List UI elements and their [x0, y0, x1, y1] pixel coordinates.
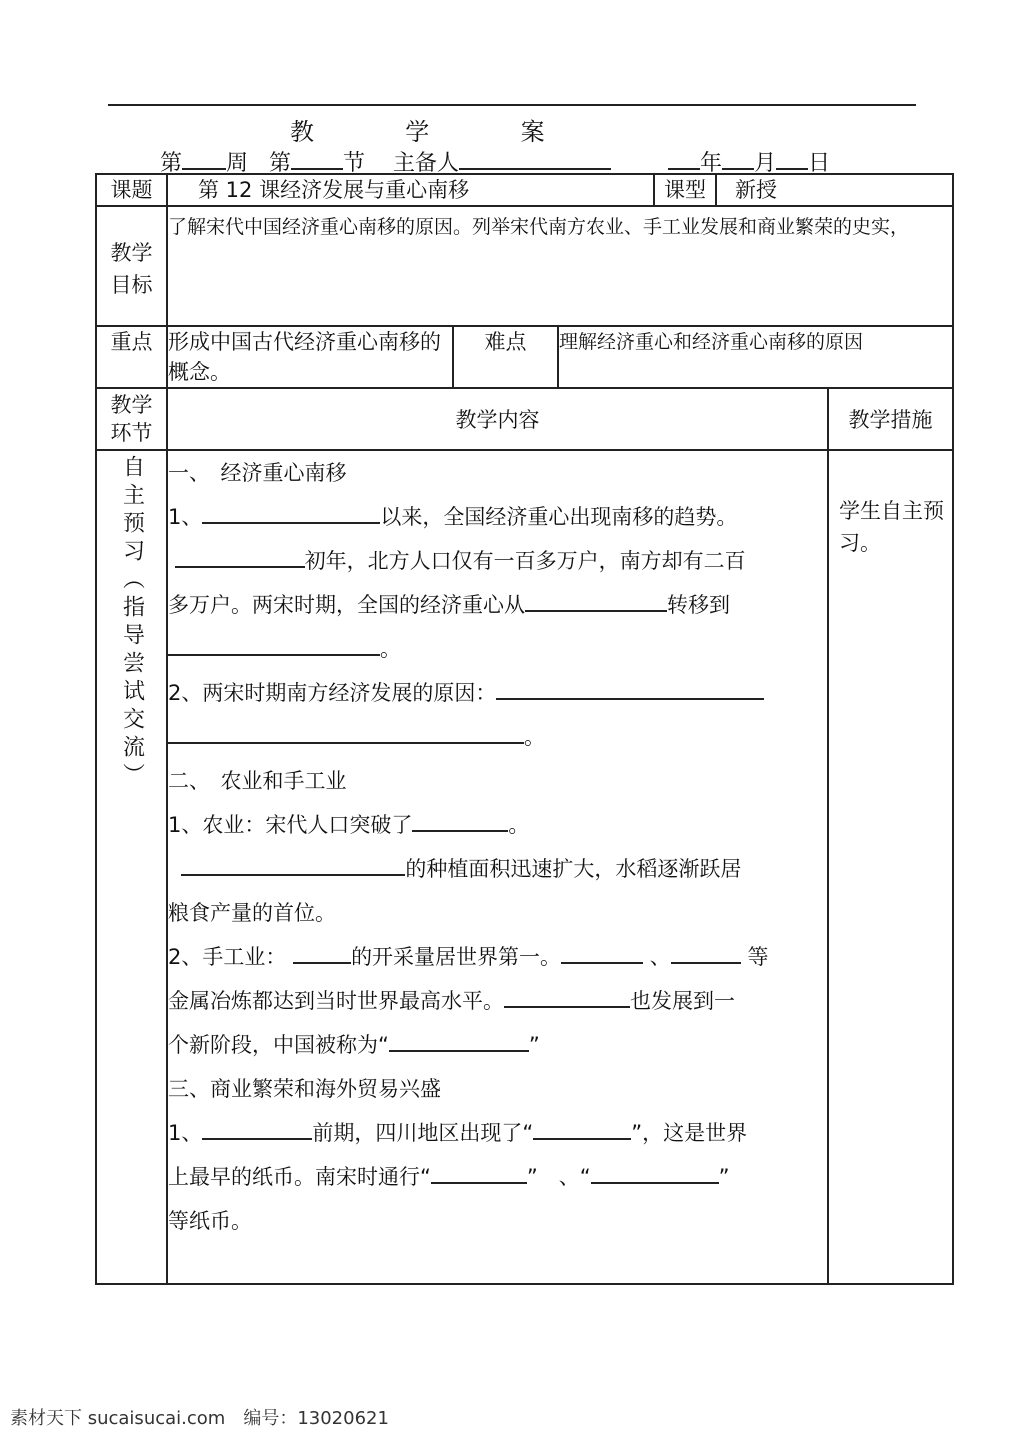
s1-line-4: 。 — [168, 627, 827, 671]
month-label: 月 — [754, 151, 777, 176]
blank-period[interactable] — [202, 1116, 312, 1140]
preparer-label: 主备人 — [393, 151, 460, 176]
blank-currency-1[interactable] — [431, 1160, 527, 1184]
page-title — [290, 112, 547, 147]
blank-early-year[interactable] — [175, 544, 305, 568]
goal-text: 了解宋代中国经济重心南移的原因。列举宋代南方农业、手工业发展和商业繁荣的史实， — [167, 206, 953, 326]
s2-line-5: 金属冶炼都达到当时世界最高水平。 也发展到一 — [168, 979, 827, 1023]
s1-line-3: 多万户。两宋时期，全国的经济重心从 转移到 — [168, 583, 827, 627]
goal-row — [96, 206, 953, 326]
week-blank[interactable] — [182, 148, 226, 170]
stage-cell — [96, 450, 167, 1284]
s1-line-6: 。 — [168, 715, 827, 759]
column-header-row — [96, 388, 953, 450]
s3-line-1: 1、 前期，四川地区出现了“ ”，这是世界 — [168, 1111, 827, 1155]
day-blank[interactable] — [776, 148, 808, 170]
week-prefix: 第 — [160, 151, 183, 176]
preparer-blank[interactable] — [459, 148, 611, 170]
difficulty-text: 理解经济重心和经济重心南移的原因 — [558, 326, 953, 388]
s1-line-2: 初年，北方人口仅有一百多万户，南方却有二百 — [168, 539, 827, 583]
blank-since[interactable] — [202, 500, 380, 524]
key-text: 形成中国古代经济重心南移的概念。 — [167, 326, 453, 388]
content-header: 教学内容 — [167, 388, 828, 450]
key-label: 重点 — [96, 326, 167, 388]
day-label: 日 — [808, 151, 831, 176]
s1-line-5: 2、两宋时期南方经济发展的原因： — [168, 671, 827, 715]
section-suffix: 节 — [343, 151, 366, 176]
lesson-type-label: 课型 — [654, 174, 716, 206]
s1-line-1: 1、 以来，全国经济重心出现南移的趋势。 — [168, 495, 827, 539]
blank-population[interactable] — [412, 808, 508, 832]
topic-row — [96, 174, 953, 206]
stage-header: 教学环节 — [96, 388, 167, 450]
blank-nickname[interactable] — [389, 1028, 529, 1052]
watermark-text: 素材天下 sucaisucai.com 编号：13020621 — [10, 1408, 389, 1429]
stage-text: 自主预习︵指导尝试交流︶ — [119, 455, 145, 791]
blank-reasons-2[interactable] — [168, 720, 524, 744]
measure-header: 教学措施 — [828, 388, 953, 450]
s2-line-4: 2、手工业： 的开采量居世界第一。 、 等 — [168, 935, 827, 979]
topic-value: 第 12 课经济发展与重心南移 — [167, 174, 654, 206]
section-blank[interactable] — [291, 148, 343, 170]
lesson-type-value: 新授 — [716, 174, 953, 206]
goal-label: 教学目标 — [96, 206, 167, 326]
blank-industry[interactable] — [504, 984, 630, 1008]
section-2-title: 二、 农业和手工业 — [168, 769, 347, 793]
s3-line-3: 等纸币。 — [168, 1209, 252, 1233]
blank-currency-2[interactable] — [591, 1160, 719, 1184]
s2-line-6: 个新阶段，中国被称为“ ” — [168, 1023, 827, 1067]
topic-label: 课题 — [96, 174, 167, 206]
s2-line-2: 的种植面积迅速扩大，水稻逐渐跃居 — [168, 847, 827, 891]
s2-line-3: 粮食产量的首位。 — [168, 901, 336, 925]
year-blank[interactable] — [668, 148, 700, 170]
blank-metal-2[interactable] — [671, 940, 741, 964]
key-row — [96, 326, 953, 388]
s3-line-2: 上最早的纸币。南宋时通行“ ” 、“ ” — [168, 1155, 827, 1199]
measure-cell: 学生自主预习。 — [828, 450, 953, 1284]
section-1-title: 一、 经济重心南移 — [168, 461, 347, 485]
blank-paper-money[interactable] — [533, 1116, 631, 1140]
section-3-title: 三、商业繁荣和海外贸易兴盛 — [168, 1077, 441, 1101]
blank-from[interactable] — [525, 588, 667, 612]
lesson-plan-table — [95, 173, 954, 1285]
section-prefix: 第 — [269, 151, 292, 176]
body-row — [96, 450, 953, 1284]
blank-to[interactable] — [168, 632, 380, 656]
blank-reasons-1[interactable] — [496, 676, 764, 700]
week-suffix: 周 — [226, 151, 249, 176]
month-blank[interactable] — [722, 148, 754, 170]
blank-crop[interactable] — [181, 852, 405, 876]
year-label: 年 — [700, 151, 723, 176]
blank-metal-1[interactable] — [561, 940, 643, 964]
title-char-2: 学 — [405, 118, 432, 146]
top-rule — [108, 104, 916, 106]
content-cell — [167, 450, 828, 1284]
title-char-3: 案 — [520, 118, 547, 146]
s2-line-1: 1、农业：宋代人口突破了 。 — [168, 803, 827, 847]
blank-mineral[interactable] — [293, 940, 351, 964]
difficulty-label: 难点 — [453, 326, 558, 388]
title-char-1: 教 — [290, 118, 316, 146]
